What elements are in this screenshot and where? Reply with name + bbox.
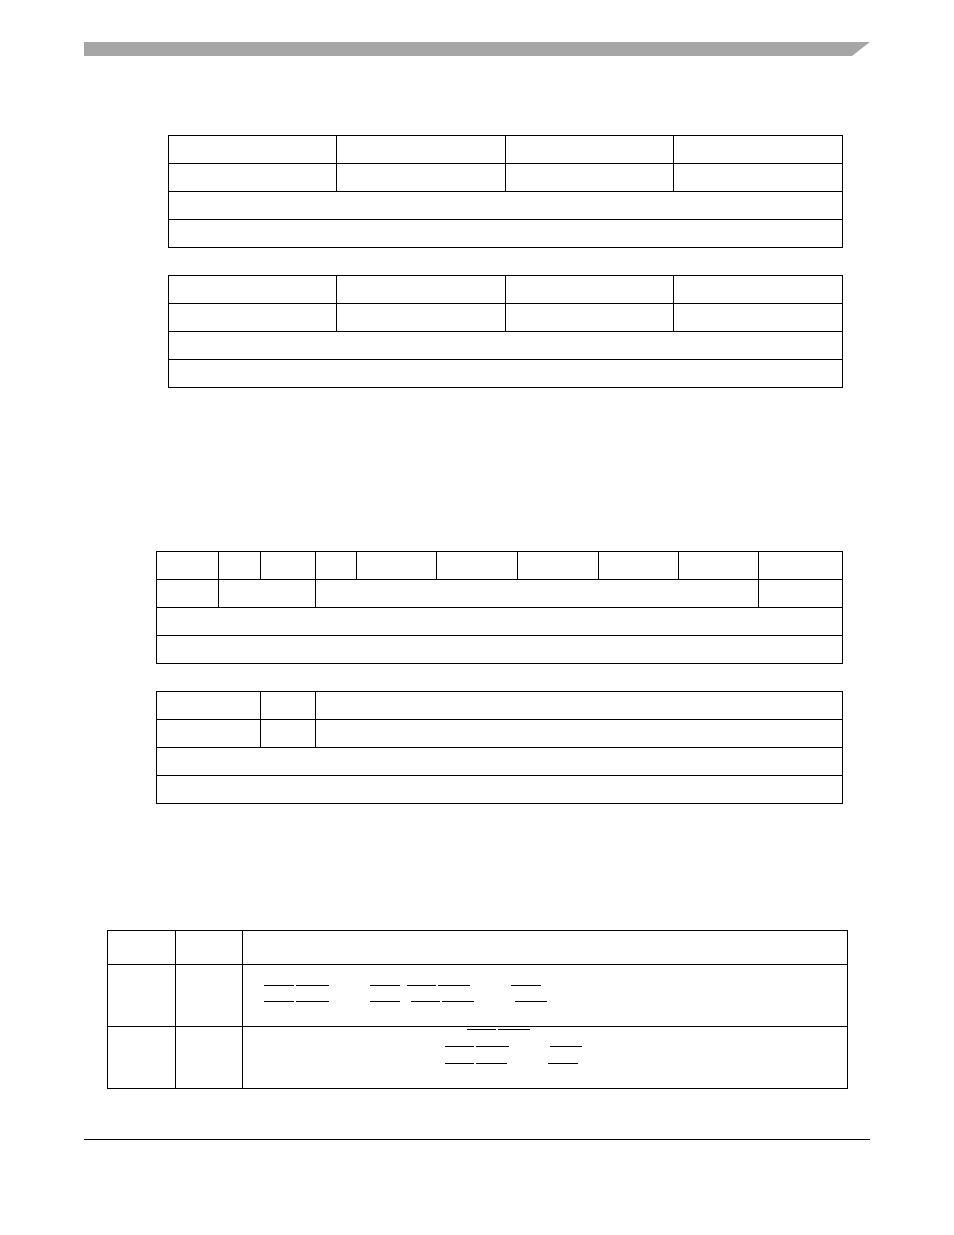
footer-rule [84,1139,870,1140]
table-row [169,164,843,192]
table-row [108,965,848,1027]
table-cell [243,965,848,1027]
table-cell [316,552,357,580]
table-cell [679,552,759,580]
table-cell [674,164,843,192]
table-cell [157,776,843,804]
table-cell [169,276,337,304]
table-cell [169,164,337,192]
header-bar-shape [84,42,870,56]
table-cell [316,580,759,608]
table-row [157,636,843,664]
table-cell [157,692,261,720]
table-cell [219,552,261,580]
table-cell [337,304,506,332]
table-cell [759,580,843,608]
register-table-1 [168,135,843,248]
register-table-4 [156,691,843,804]
table-cell [599,552,679,580]
table-row [169,332,843,360]
overbar-marks [243,965,847,1025]
field-description-table [107,930,848,1089]
table-row [169,276,843,304]
table-row [157,552,843,580]
table-row [157,748,843,776]
table-row [157,720,843,748]
table-row [157,776,843,804]
table-cell [674,136,843,164]
table-cell [157,748,843,776]
table-cell [169,220,843,248]
table-cell [157,636,843,664]
table-row [157,692,843,720]
table-cell [169,304,337,332]
table-cell [674,304,843,332]
table-cell [518,552,599,580]
table-row [108,931,848,965]
table-row [169,136,843,164]
table-cell [261,720,316,748]
table-row [169,192,843,220]
table-cell [176,1027,243,1089]
table-cell [316,720,843,748]
register-table-2 [168,275,843,388]
table-cell [108,1027,176,1089]
table-cell [157,720,261,748]
table-cell [243,1027,848,1089]
table-cell [176,965,243,1027]
table-cell [316,692,843,720]
table-cell [337,164,506,192]
table-cell [176,931,243,965]
header-bar [84,42,870,56]
table-cell [219,580,316,608]
table-cell [357,552,437,580]
table-row [108,1027,848,1089]
table-cell [674,276,843,304]
table-cell [759,552,843,580]
table-cell [157,580,219,608]
overbar-marks [243,1027,847,1087]
register-table-3 [156,551,843,664]
table-cell [169,332,843,360]
table-cell [261,692,316,720]
table-cell [108,931,176,965]
table-row [169,360,843,388]
table-cell [157,552,219,580]
table-cell [169,360,843,388]
table-row [157,608,843,636]
table-cell [506,304,674,332]
table-row [157,580,843,608]
table-cell [337,276,506,304]
table-cell [261,552,316,580]
table-cell [157,608,843,636]
table-cell [506,276,674,304]
table-cell [108,965,176,1027]
table-row [169,220,843,248]
table-cell [506,136,674,164]
table-cell [169,136,337,164]
table-cell [506,164,674,192]
table-cell [337,136,506,164]
table-cell [169,192,843,220]
table-row [169,304,843,332]
table-cell [243,931,848,965]
table-cell [437,552,518,580]
